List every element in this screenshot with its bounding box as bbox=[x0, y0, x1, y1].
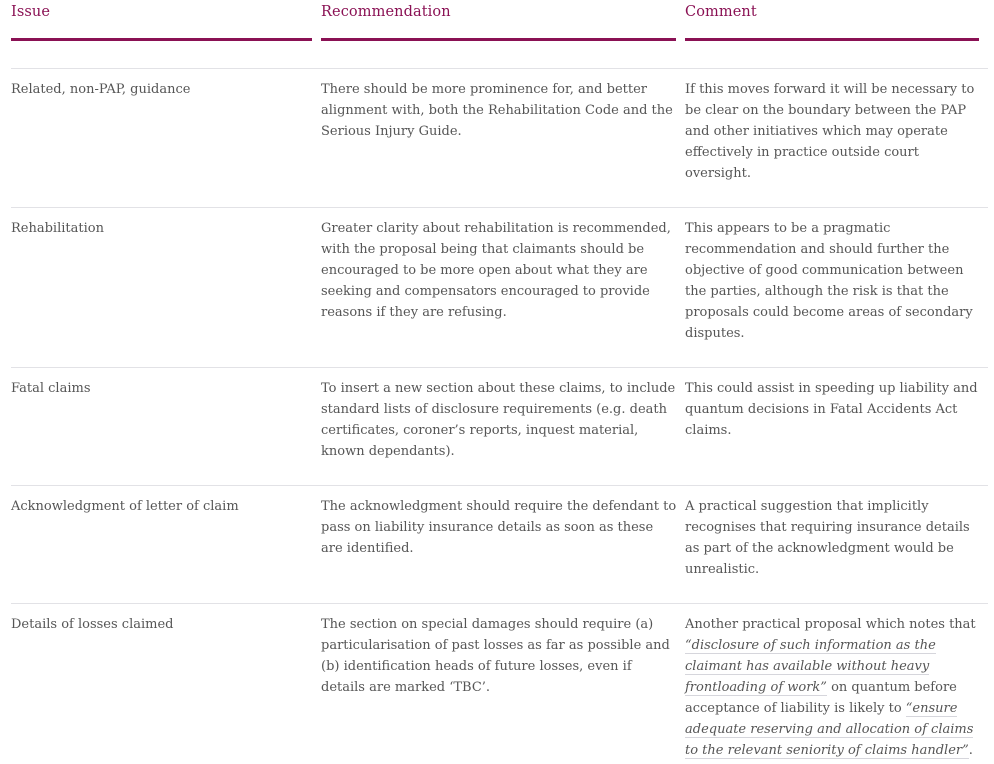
quote-link[interactable]: “disclosure of such information as the claimant has available without heavy frontloading of work” bbox=[685, 638, 936, 695]
table-header bbox=[11, 0, 988, 69]
header-underline-comment bbox=[685, 38, 979, 41]
table-row bbox=[11, 486, 988, 604]
table-row bbox=[11, 604, 988, 764]
table-row bbox=[11, 368, 988, 486]
table-row bbox=[11, 208, 988, 368]
header-underline-issue bbox=[11, 38, 312, 41]
comment-text: on quantum before acceptance of liability is likely to bbox=[685, 680, 957, 716]
header-comment: Comment bbox=[685, 4, 757, 20]
recommendation-cell: Greater clarity about rehabilitation is recommended, with the proposal being that claimants should be encouraged to be more open about what they are seeking and compensators encouraged to provide reasons if they are refusing. bbox=[321, 221, 671, 320]
comment-cell: This could assist in speeding up liability and quantum decisions in Fatal Accidents Act claims. bbox=[685, 381, 978, 438]
quote-link[interactable]: “ensure adequate reserving and allocation of claims to the relevant seniority of claims handler” bbox=[685, 701, 974, 758]
issue-cell: Details of losses claimed bbox=[11, 617, 174, 632]
issue-cell: Acknowledgment of letter of claim bbox=[11, 499, 239, 514]
issue-cell: Fatal claims bbox=[11, 381, 91, 396]
recommendation-cell: There should be more prominence for, and better alignment with, both the Rehabilitation Code and the Serious Injury Guide. bbox=[321, 82, 673, 139]
header-recommendation: Recommendation bbox=[321, 4, 451, 20]
pap-recommendations-table bbox=[11, 0, 988, 764]
issue-cell: Related, non-PAP, guidance bbox=[11, 82, 191, 97]
comment-cell bbox=[685, 614, 985, 761]
table-row bbox=[11, 69, 988, 208]
comment-text: . bbox=[968, 743, 973, 758]
header-issue: Issue bbox=[11, 4, 51, 20]
comment-cell: If this moves forward it will be necessary to be clear on the boundary between the PAP and other initiatives which may operate effectively in practice outside court oversight. bbox=[685, 82, 975, 181]
comment-text: Another practical proposal which notes that bbox=[685, 617, 976, 632]
issue-cell: Rehabilitation bbox=[11, 221, 104, 236]
recommendation-cell: The section on special damages should require (a) particularisation of past losses as far as possible and (b) identification heads of future losses, even if details are marked ‘TBC’. bbox=[321, 617, 670, 695]
recommendation-cell: To insert a new section about these claims, to include standard lists of disclosure requirements (e.g. death certificates, coroner’s reports, inquest material, known dependants). bbox=[321, 381, 676, 459]
header-underline-recommendation bbox=[321, 38, 676, 41]
comment-cell: This appears to be a pragmatic recommendation and should further the objective of good communication between the parties, although the risk is that the proposals could become areas of secondary disputes. bbox=[685, 221, 973, 341]
recommendation-cell: The acknowledgment should require the defendant to pass on liability insurance details as soon as these are identified. bbox=[321, 499, 677, 556]
comment-cell: A practical suggestion that implicitly recognises that requiring insurance details as part of the acknowledgment would be unrealistic. bbox=[685, 499, 970, 577]
